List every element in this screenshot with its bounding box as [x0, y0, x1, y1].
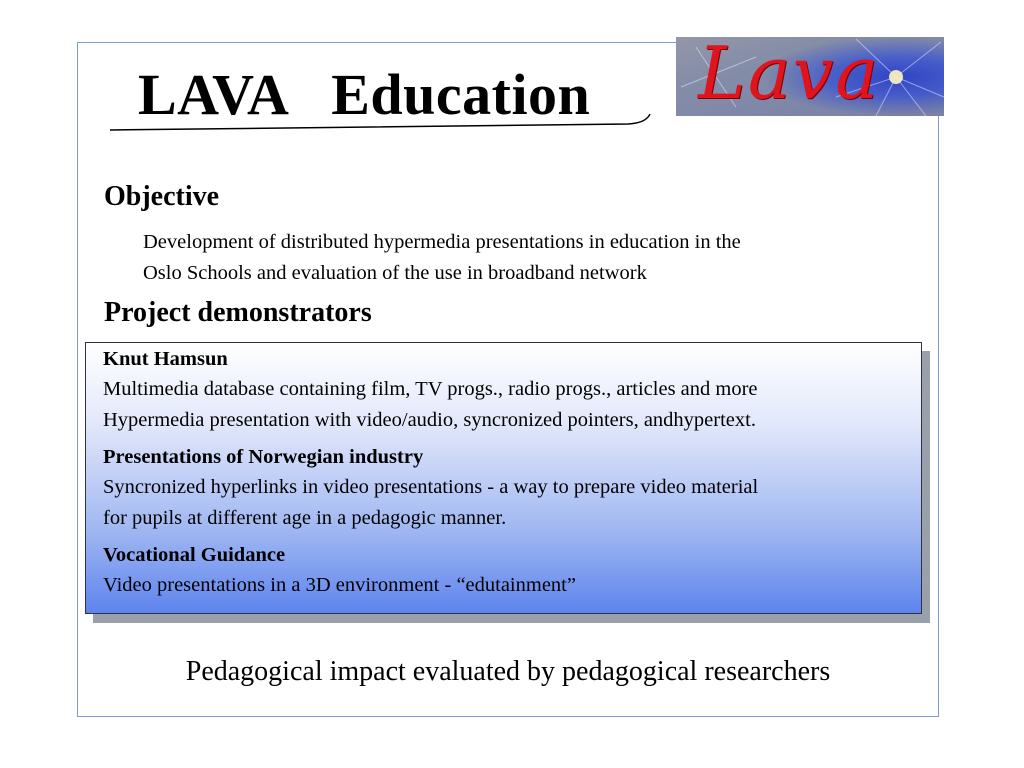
demonstrator-item: [103, 344, 923, 436]
demonstrator-line: Multimedia database containing film, TV progs., radio progs., articles and more: [103, 378, 758, 400]
objective-heading: Objective: [104, 181, 220, 212]
objective-line: Oslo Schools and evaluation of the use in broadband network: [143, 262, 647, 284]
demonstrator-line: for pupils at different age in a pedagogic manner.: [103, 507, 507, 529]
demonstrator-line: Syncronized hyperlinks in video presentations - a way to prepare video material: [103, 476, 759, 498]
lava-logo: [676, 37, 944, 116]
slide-title: LAVA Education: [138, 62, 591, 127]
demonstrator-item: [103, 442, 923, 534]
demonstrator-name: Presentations of Norwegian industry: [103, 446, 424, 468]
title-underline: [108, 110, 653, 134]
demonstrator-name: Knut Hamsun: [103, 348, 228, 370]
footer-text: Pedagogical impact evaluated by pedagogical researchers: [185, 656, 831, 687]
demonstrator-line: Hypermedia presentation with video/audio, syncronized pointers, andhypertext.: [103, 409, 756, 431]
objective-line: Development of distributed hypermedia presentations in education in the: [143, 231, 741, 253]
demonstrator-name: Vocational Guidance: [103, 544, 286, 566]
demonstrator-line: Video presentations in a 3D environment - “edutainment”: [103, 574, 576, 596]
demonstrator-item: [103, 540, 923, 601]
demonstrators-heading: Project demonstrators: [104, 297, 372, 328]
demonstrators-box: [85, 342, 922, 614]
objective-text: [143, 227, 923, 289]
logo-wordmark: Lava: [698, 37, 881, 115]
